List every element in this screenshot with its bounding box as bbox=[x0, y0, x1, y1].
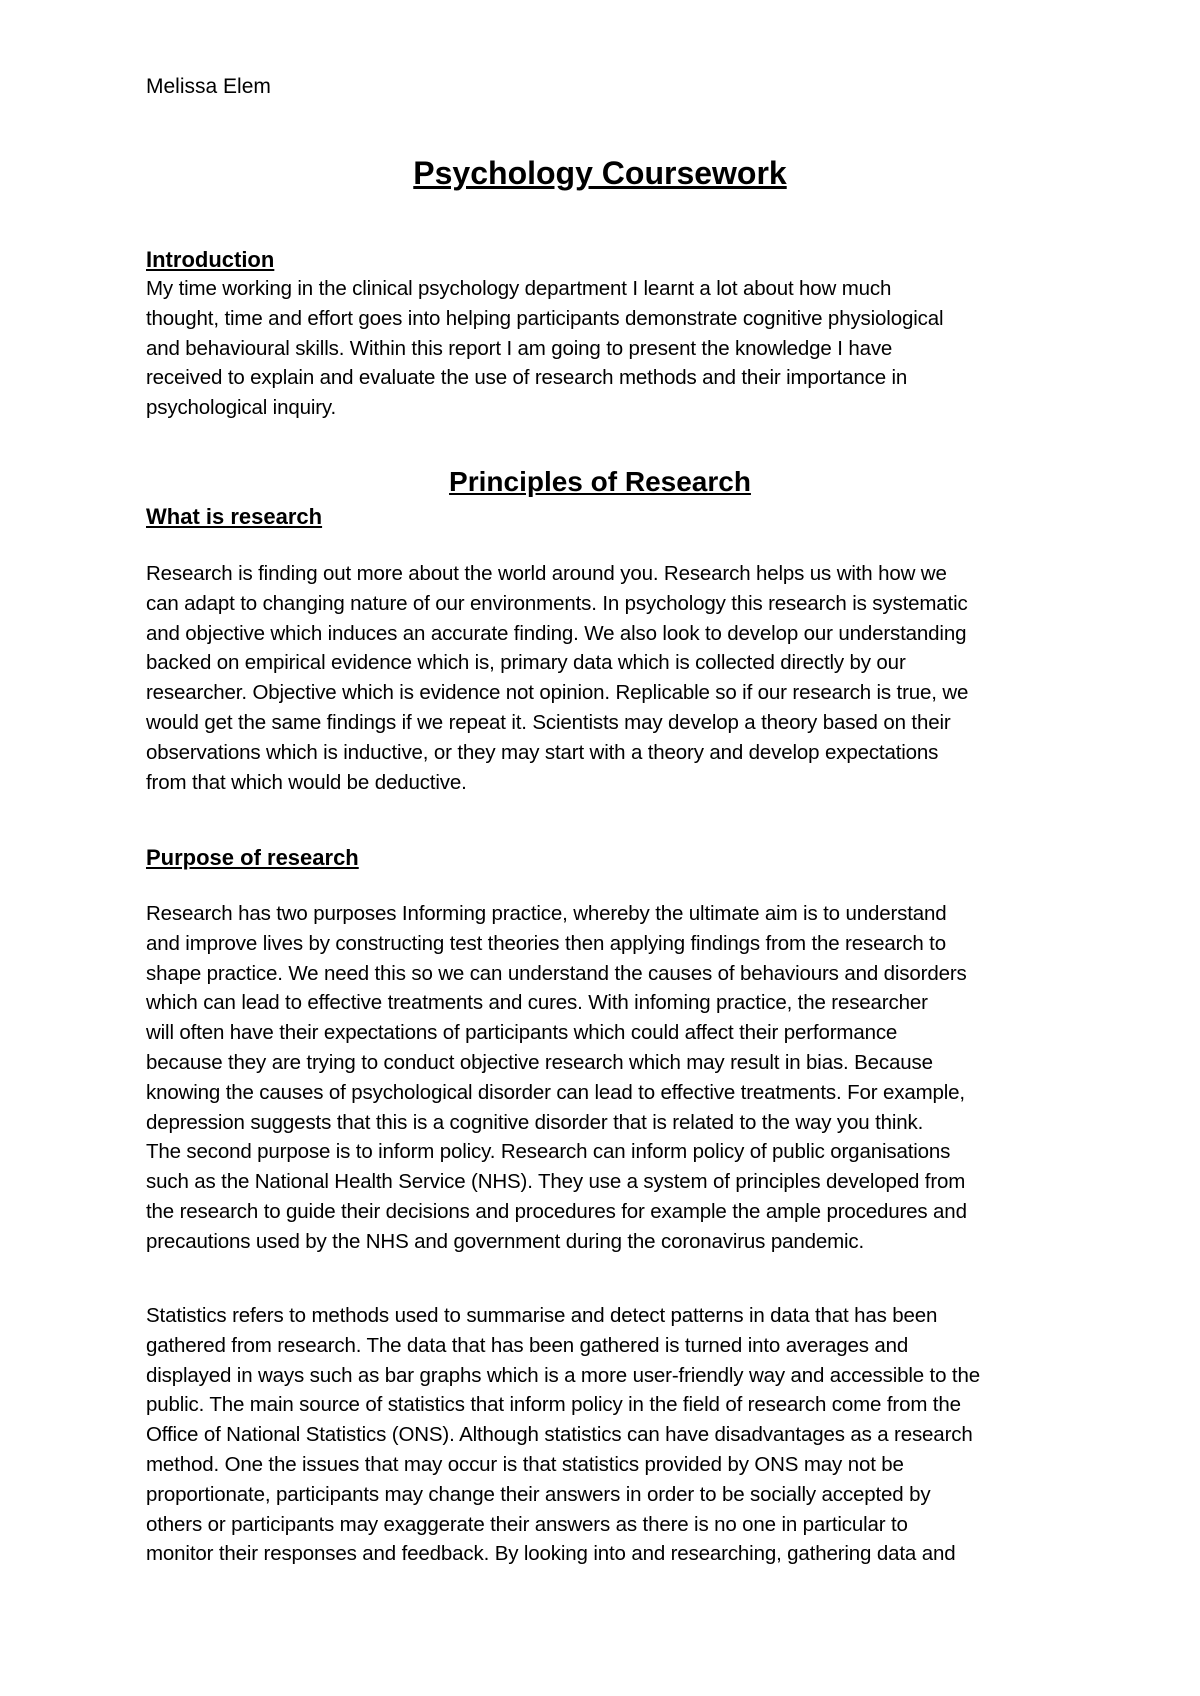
paragraph-line: thought, time and effort goes into helping participants demonstrate cognitive physiological bbox=[146, 306, 944, 330]
paragraph-line: the research to guide their decisions and procedures for example the ample procedures and bbox=[146, 1199, 967, 1223]
what-is-research-paragraph bbox=[146, 559, 968, 797]
principles-heading: Principles of Research bbox=[449, 466, 751, 497]
paragraph-line: shape practice. We need this so we can understand the causes of behaviours and disorders bbox=[146, 961, 967, 985]
paragraph-line: and behavioural skills. Within this report I am going to present the knowledge I have bbox=[146, 336, 893, 360]
paragraph-line: and objective which induces an accurate finding. We also look to develop our understanding bbox=[146, 621, 967, 645]
paragraph-line: depression suggests that this is a cognitive disorder that is related to the way you think. bbox=[146, 1110, 924, 1134]
paragraph-line: gathered from research. The data that has been gathered is turned into averages and bbox=[146, 1333, 909, 1357]
paragraph-line: will often have their expectations of participants which could affect their performance bbox=[146, 1021, 898, 1045]
paragraph-line: method. One the issues that may occur is that statistics provided by ONS may not be bbox=[146, 1452, 904, 1476]
paragraph-line: public. The main source of statistics that inform policy in the field of research come from the bbox=[146, 1393, 961, 1417]
paragraph-line: and improve lives by constructing test theories then applying findings from the research to bbox=[146, 931, 946, 955]
paragraph-line: others or participants may exaggerate their answers as there is no one in particular to bbox=[146, 1512, 908, 1536]
introduction-heading: Introduction bbox=[146, 247, 275, 272]
paragraph-line: such as the National Health Service (NHS). They use a system of principles developed from bbox=[146, 1170, 966, 1194]
paragraph-line: My time working in the clinical psychology department I learnt a lot about how much bbox=[146, 277, 892, 300]
purpose-of-research-paragraph bbox=[146, 899, 967, 1257]
paragraph-line: monitor their responses and feedback. By looking into and researching, gathering data and bbox=[146, 1542, 956, 1566]
paragraph-line: researcher. Objective which is evidence not opinion. Replicable so if our research is true, we bbox=[146, 681, 969, 705]
author-name: Melissa Elem bbox=[146, 75, 271, 98]
purpose-of-research-heading: Purpose of research bbox=[146, 845, 359, 870]
paragraph-line: because they are trying to conduct objective research which may result in bias. Because bbox=[146, 1050, 933, 1074]
paragraph-line: which can lead to effective treatments and cures. With infoming practice, the researcher bbox=[146, 991, 928, 1015]
paragraph-line: proportionate, participants may change their answers in order to be socially accepted by bbox=[146, 1482, 931, 1506]
paragraph-line: can adapt to changing nature of our environments. In psychology this research is systematic bbox=[146, 591, 968, 615]
paragraph-line: The second purpose is to inform policy. Research can inform policy of public organisations bbox=[146, 1140, 951, 1164]
paragraph-line: psychological inquiry. bbox=[146, 396, 337, 420]
paragraph-line: displayed in ways such as bar graphs which is a more user-friendly way and accessible to the bbox=[146, 1363, 980, 1387]
statistics-paragraph bbox=[146, 1301, 980, 1569]
paragraph-line: would get the same findings if we repeat it. Scientists may develop a theory based on their bbox=[146, 710, 951, 734]
paragraph-line: Research is finding out more about the world around you. Research helps us with how we bbox=[146, 562, 947, 585]
paragraph-line: precautions used by the NHS and government during the coronavirus pandemic. bbox=[146, 1229, 865, 1253]
what-is-research-heading: What is research bbox=[146, 504, 323, 529]
paragraph-line: Research has two purposes Informing practice, whereby the ultimate aim is to understand bbox=[146, 902, 947, 925]
document-title: Psychology Coursework bbox=[413, 155, 787, 191]
paragraph-line: received to explain and evaluate the use of research methods and their importance in bbox=[146, 366, 908, 390]
paragraph-line: knowing the causes of psychological disorder can lead to effective treatments. For example, bbox=[146, 1080, 965, 1104]
paragraph-line: observations which is inductive, or they may start with a theory and develop expectations bbox=[146, 740, 939, 764]
paragraph-line: Office of National Statistics (ONS). Although statistics can have disadvantages as a research bbox=[146, 1423, 973, 1447]
paragraph-line: backed on empirical evidence which is, primary data which is collected directly by our bbox=[146, 651, 906, 675]
introduction-paragraph bbox=[146, 274, 943, 423]
paragraph-line: Statistics refers to methods used to summarise and detect patterns in data that has been bbox=[146, 1304, 938, 1327]
paragraph-line: from that which would be deductive. bbox=[146, 770, 467, 794]
